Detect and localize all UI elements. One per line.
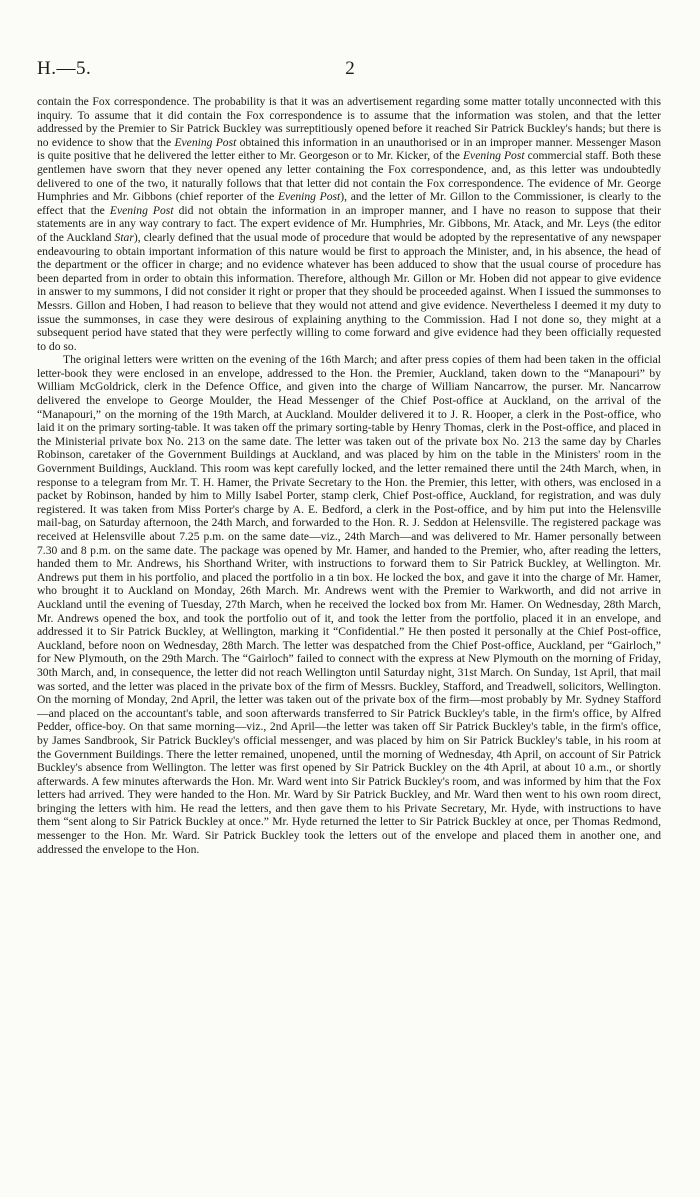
body-text	[37, 95, 661, 856]
text-run: The original letters were written on the evening of the 16th March; and after press copies of them had been taken in the official letter-book they were enclosed in an envelope, addressed to the Hon. the Premier, Auckland, taken down to the “Manapouri” by William McGoldrick, clerk in the Defence Office, and given into the charge of William Nancarrow, the purser. Mr. Nancarrow delivered the envelope to George Moulder, the Head Messenger of the Chief Post-office at Auckland, on the arrival of the “Manapouri,” on the morning of the 19th March, at Auckland. Moulder delivered it to J. R. Hooper, a clerk in the Post-office, who laid it on the primary sorting-table. It was taken off the primary sorting-table by Henry Thomas, clerk in the Post-office, and placed in the Ministerial private box No. 213 on the same date. The letter was taken out of the private box No. 213 the same day by Charles Robinson, caretaker of the Government Buildings at Auckland, and was placed by him on the table in the Ministers' room in the Government Buildings, Auckland. This room was kept carefully locked, and the letter remained there until the 24th March, when, in response to a telegram from Mr. T. H. Hamer, the Private Secretary to the Hon. the Premier, this letter, with others, was enclosed in a packet by Robinson, handed by him to Milly Isabel Porter, stamp clerk, Chief Post-office, Auckland, for registration, and was duly registered. It was taken from Miss Porter's charge by A. E. Bedford, a clerk in the Post-office, and by him put into the Helensville mail-bag, on Saturday afternoon, the 24th March, and forwarded to the Hon. R. J. Seddon at Helensville. The registered package was received at Helensville about 7.25 p.m. on the same date—viz., 24th March—and was delivered to Mr. Hamer personally between 7.30 and 8 p.m. on the same date. The package was opened by Mr. Hamer, and handed to the Premier, who, after reading the letters, handed them to Mr. Andrews, his Shorthand Writer, with instructions to forward them to Sir Patrick Buckley, at Wellington. Mr. Andrews put them in his portfolio, and placed the portfolio in a tin box. He locked the box, and gave it into the charge of Mr. Hamer, who brought it to Auckland on Monday, 26th March. Mr. Andrews went with the Premier to Warkworth, and did not arrive in Auckland until the evening of Tuesday, 27th March, when he received the locked box from Mr. Hamer. On Wednesday, 28th March, Mr. Andrews opened the box, and took the portfolio out of it, and took the letter from the portfolio, placed it in an envelope, and addressed it to Sir Patrick Buckley, at Wellington, marking it “Confidential.” He then posted it personally at the Chief Post-office, Auckland, before noon on Wednesday, 28th March. The letter was despatched from the Chief Post-office, Auckland, per “Gairloch,” for New Plymouth, on the 29th March. The “Gairloch” failed to connect with the express at New Plymouth on the morning of Friday, 30th March, and, in consequence, the letter did not reach Wellington until Saturday night, 31st March. On Sunday, 1st April, that mail was sorted, and the letter was placed in the private box of the firm of Messrs. Buckley, Stafford, and Treadwell, solicitors, Wellington. On the morning of Monday, 2nd April, the letter was taken out of the private box of the firm—most probably by Mr. Sydney Stafford—and placed on the accountant's table, and soon afterwards transferred to Sir Patrick Buckley's table, in the firm's office, by Alfred Pedder, office-boy. On that same morning—viz., 2nd April—the letter was taken off Sir Patrick Buckley's table, in the firm's office, by James Sandbrook, Sir Patrick Buckley's official messenger, and was placed by him on Sir Patrick Buckley's table, in his room at the Government Buildings. There the letter remained, unopened, until the morning of Wednesday, 4th April, on account of Sir Patrick Buckley's absence from Wellington. The letter was first opened by Sir Patrick Buckley on the 4th April, at about 10 a.m., or shortly afterwards. A few minutes afterwards the Hon. Mr. Ward went into Sir Patrick Buckley's room, and was informed by him that the Fox letters had arrived. They were handed to the Hon. Mr. Ward by Sir Patrick Buckley, and Mr. Ward then went to his own room direct, bringing the letters with him. He read the letters, and then gave them to his Private Secretary, Mr. Hyde, with instructions to have them “sent along to Sir Patrick Buckley at once.” Mr. Hyde returned the letter to Sir Patrick Buckley at once, per Thomas Redmond, messenger to the Hon. Mr. Ward. Sir Patrick Buckley took the letters out of the envelope and placed them in another one, and addressed the envelope to the Hon.	[37, 353, 661, 856]
italic-text: Star	[114, 230, 134, 244]
text-run: obtained this information in an unauthorised or in an improper manner. Messenger Mason is quite positive that he delivered the letter either to Mr. Georgeson or to Mr. Kicker, of the	[37, 135, 661, 163]
italic-text: Evening Post	[174, 135, 237, 149]
italic-text: Evening Post	[109, 203, 174, 217]
text-run: commercial staff. Both these gentlemen have sworn that they never opened any letter containing the Fox correspondence, and, as this letter was undoubtedly delivered to one of the two, it naturally follows that that letter did not contain the Fox correspondence. The evidence of Mr. George Humphries and Mr. Gibbons (chief reporter of the	[37, 149, 661, 204]
italic-text: Evening Post	[462, 149, 525, 163]
text-run: contain the Fox correspondence. The probability is that it was an advertisement regarding some matter totally unconnected with this inquiry. To assume that it did contain the Fox correspondence is to assume that the information was stolen, and that the letter addressed by the Premier to Sir Patrick Buckley was surreptitiously opened before it reached Sir Patrick Buckley's hands; but there is no evidence to show that the	[37, 95, 661, 149]
paragraph	[37, 353, 661, 856]
document-id: H.—5.	[37, 58, 92, 79]
page-number: 2	[345, 58, 355, 79]
text-run: ), and the letter of Mr. Gillon to the Commissioner, is clearly to the effect that the	[37, 190, 661, 217]
paragraph	[37, 95, 661, 353]
text-run: ), clearly defined that the usual mode of procedure that would be adopted by the representative of any newspaper endeavouring to obtain important information of this nature would be first to approach the Minister, and, in his absence, the head of the department or the officer in charge; and no evidence whatever has been adduced to show that the usual course of procedure has been departed from in order to obtain this information. Therefore, although Mr. Gillon or Mr. Hoben did not appear to give evidence in answer to my summons, I did not consider it right or proper that they should be proceeded against. When I issued the summonses to Messrs. Gillon and Hoben, I had reason to believe that they would not attend and give evidence. Nevertheless I deemed it my duty to issue the summonses, in case they were desirous of explaining anything to the Commission. Had I not done so, they might at a subsequent period have stated that they were perfectly willing to come forward and give evidence had they been officially requested to do so.	[37, 230, 661, 353]
page-header	[37, 58, 663, 82]
italic-text: Evening Post	[277, 190, 341, 204]
text-run: did not obtain the information in an improper manner, and I have no reason to suppose that their statements are in any way contrary to fact. The expert evidence of Mr. Humphries, Mr. Gibbons, Mr. Atack, and Mr. Leys (the editor of the Auckland	[37, 203, 662, 244]
